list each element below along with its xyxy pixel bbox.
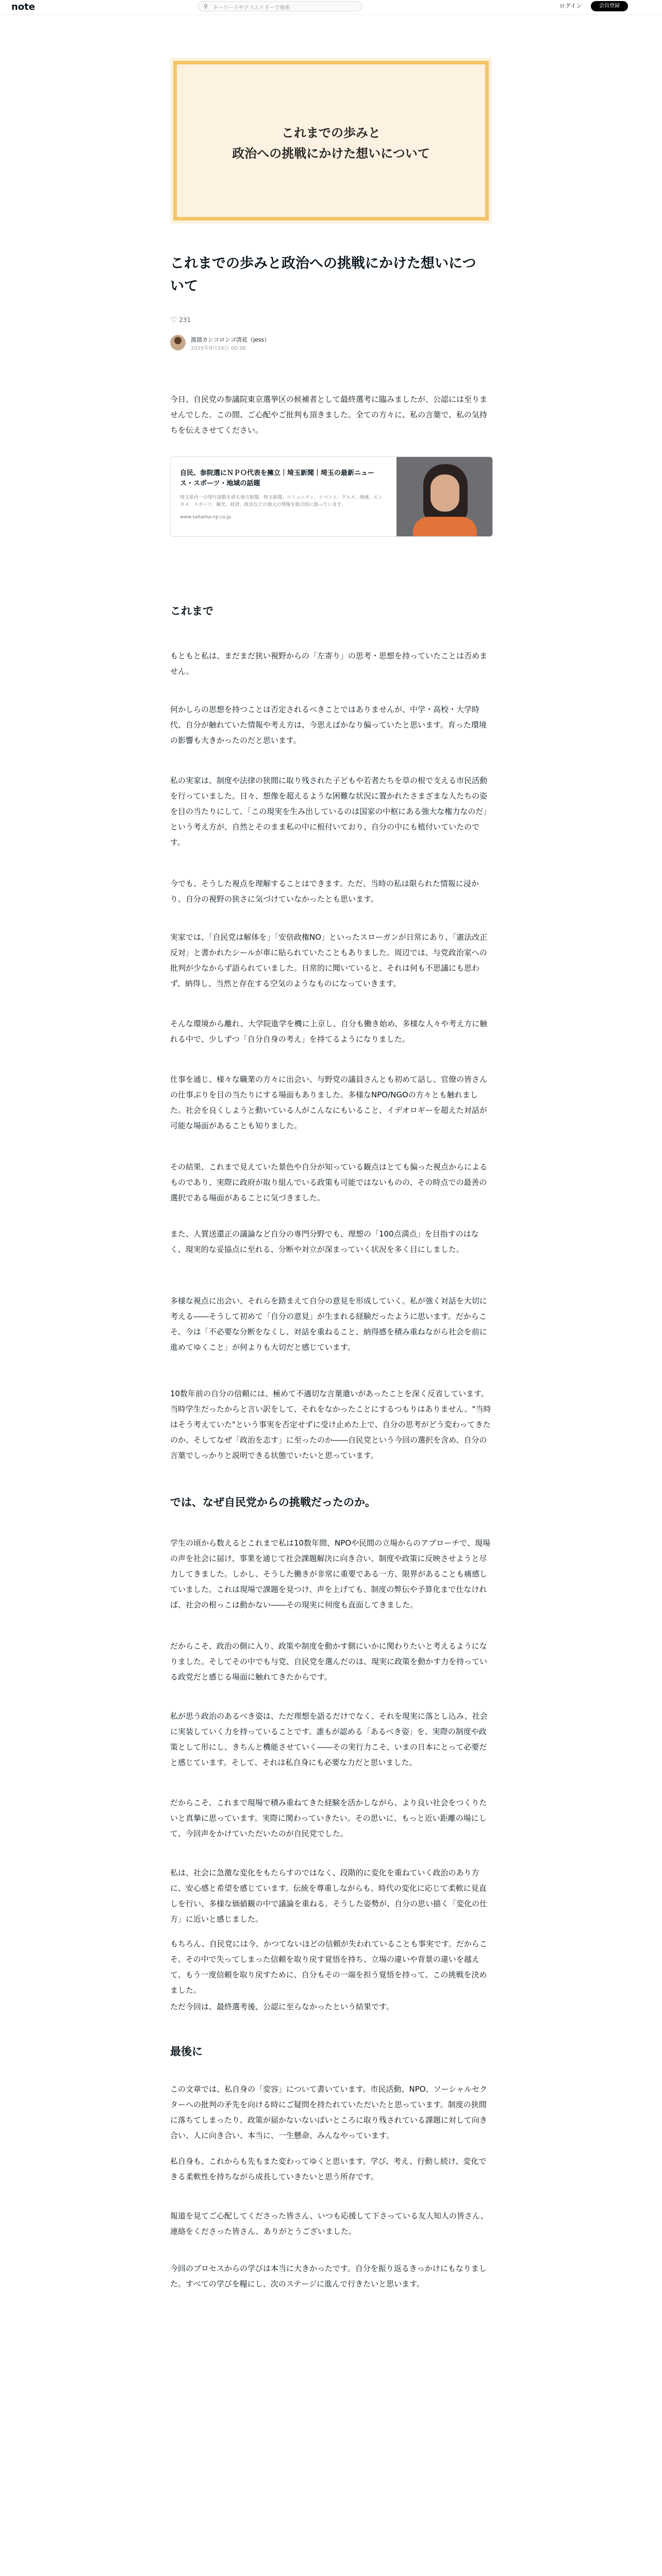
paragraph: もちろん、自民党には今、かつてないほどの信頼が失われていることも事実です。だからこそ、その中で失ってしまった信頼を取り戻す覚悟を持ち、立場の違いや背景の違いを越えて、もう一度信頼を取り戻すために、自分もその一端を担う覚悟を持って、この挑戦を決めました。 xyxy=(170,1939,487,1995)
paragraph: 報道を見てご心配してくださった皆さん、いつも応援して下さっている友人知人の皆さん、連絡をくださった皆さん、ありがとうございました。 xyxy=(170,2211,488,2236)
link-card-description: 埼玉県内一の発行部数を誇る地方新聞、埼玉新聞。コミュニティ、イベント、グルメ、地域、エンタメ、スポーツ、観光、経済、政治などの地元の情報を総合的に扱っています。 xyxy=(180,495,383,507)
section-heading-3: 最後に xyxy=(170,2045,203,2058)
paragraph: ただ今回は、最終選考後、公認に至らなかったという結果です。 xyxy=(170,2002,394,2011)
paragraph: 今回のプロセスからの学びは本当に大きかったです。自分を振り返るきっかけにもなりました。すべての学びを糧にし、次のステージに進んで行きたいと思います。 xyxy=(170,2264,487,2289)
eyecatch-line-1: これまでの歩みと xyxy=(282,126,380,140)
login-link[interactable]: ログイン xyxy=(559,3,582,9)
paragraph: 私自身も、これからも先もまた変わってゆくと思います。学び、考え、行動し続け、変化できる柔軟性を持ちながら成長していきたいと思う所存です。 xyxy=(170,2157,487,2181)
paragraph: だからこそ、政治の側に入り、政策や制度を動かす側にいかに関わりたいと考えるようになりました。そしてその中でも与党、自民党を選んだのは、現実に政策を動かす力を持っている政党だと感じる場面に触れてきたからです。 xyxy=(170,1641,488,1682)
like-count: 231 xyxy=(179,316,191,324)
search-icon: ⚲ xyxy=(204,3,208,10)
link-card-thumbnail xyxy=(396,457,493,537)
paragraph: その結果、これまで見えていた景色や自分が知っている観点はとても偏った視点からによるものであり、実際に政府が取り組んでいる政策も可能ではないものの、その時点での最善の選択である場面があることに気づきました。 xyxy=(170,1162,488,1202)
article-like-count[interactable] xyxy=(170,315,191,325)
post-date: 2025年9月24日 00:38 xyxy=(191,346,246,351)
embedded-link-card[interactable] xyxy=(170,456,493,537)
author-avatar[interactable] xyxy=(170,335,186,350)
paragraph: 私の実家は、制度や法律の狭間に取り残された子どもや若者たちを草の根で支える市民活動を行っていました。日々、想像を超えるような困難な状況に置かれたさまざまな人たちの姿を目の当たりにして、「この現実を生み出しているのは国家の中枢にある強大な権力なのだ」という考え方が、自然とそのまま私の中に根付いており、自分の中にも植付いていたのです。 xyxy=(170,776,491,847)
thumbnail-face xyxy=(431,474,459,512)
paragraph: この文章では、私自身の「変容」について書いています。市民活動、NPO、ソーシャルセクターへの批判の矛先を向ける時にご疑問を持たれていただいたと思っています。制度の狭間に落ちてしまったり、政策が届かないないばいところに取り残されている課題に対して向き合い、人に向き合い、本当に、一生懸命、みんなやっています。 xyxy=(170,2084,487,2140)
search-placeholder: キーワードやクリエイターで検索 xyxy=(213,5,290,11)
thumbnail-body xyxy=(413,517,477,537)
heart-icon: ♡ xyxy=(170,315,177,325)
paragraph: 10数年前の自分の信頼には、極めて不適切な言葉遣いがあったことを深く反省しています。当時学生だったからと言い訳をして、それをなかったことにするつもりはありません。"当時はそう考えていた"という事実を否定せずに受け止めた上で、自分の思考がどう変わってきたのか。そしてなぜ「政治を志す」に至ったのか――自民党という今回の選択を含め、自分の言葉でしっかりと説明できる状態でいたいと思っています。 xyxy=(170,1389,491,1460)
paragraph: 多様な視点に出会い、それらを踏まえて自分の意見を形成していく。私が強く対話を大切に考える――そうして初めて「自分の意見」が生まれる経験だったように思います。だからこそ、今は「不必要な分断をなくし、対話を重ねること、納得感を積み重ねながら社会を前に進めてゆくこと」が何よりも大切だと感じています。 xyxy=(170,1296,487,1352)
eyecatch-text xyxy=(170,123,492,164)
paragraph: 私は、社会に急激な変化をもたらすのではなく、段階的に変化を重ねていく政治のあり方に、安心感と希望を感じています。伝統を尊重しながらも、時代の変化に応じて柔軟に見直しを行い、多様な価値観の中で議論を重ねる。そうした姿勢が、自分の思い描く「変化の仕方」に近いと感じました。 xyxy=(170,1868,488,1924)
eyecatch-line-2: 政治への挑戦にかけた想いについて xyxy=(232,146,430,161)
eyecatch-image xyxy=(170,58,492,224)
paragraph: だからこそ、これまで現場で積み重ねてきた経験を活かしながら、より良い社会をつくりたいと真摯に思っています。実際に関わっていきたい。その思いに、もっと近い距離の場にして、今回声をかけていただいたのが自民党でした。 xyxy=(170,1798,487,1838)
article-title: これまでの歩みと政治への挑戦にかけた想いについて xyxy=(170,256,476,294)
search-input[interactable] xyxy=(198,1,362,11)
author-name[interactable]: 渡部カンコロンゴ清花（jess） xyxy=(191,336,270,343)
intro-paragraph: 今日、自民党の参議院東京選挙区の候補者として最終選考に臨みましたが、公認には至りませんでした。この間、ご心配やご批判も頂きました。全ての方々に、私の言葉で、私の気持ちを伝えさせてください。 xyxy=(170,395,488,435)
note-logo[interactable]: note xyxy=(11,2,35,12)
section-heading-1: これまで xyxy=(170,605,213,617)
paragraph: 私が思う政治のあるべき姿は、ただ理想を語るだけでなく、それを現実に落とし込み、社会に実装していく力を持っていることです。誰もが認める「あるべき姿」を、実際の制度や政策として形にし、きちんと機能させていく――その実行力こそ、いまの日本にとって必要だと感じています。そして、それは私自身にも必要な力だと思いました。 xyxy=(170,1711,488,1767)
paragraph: 何かしらの思想を持つことは否定されるべきことではありませんが、中学・高校・大学時代、自分が触れていた情報や考え方は、今思えばかなり偏っていたと思います。育った環境の影響も大きかったのだと思います。 xyxy=(170,705,487,745)
link-card-url: www.saitama-np.co.jp xyxy=(180,515,231,520)
paragraph: また、人質送還正の議論など自分の専門分野でも、理想の「100点満点」を目指すのはなく、現実的な妥協点に至れる、分断や対立が深まっていく状況を多く目にしました。 xyxy=(170,1229,479,1254)
link-card-title: 自民、参院選にＮＰＯ代表を擁立｜埼玉新聞｜埼玉の最新ニュース・スポーツ・地域の話題 xyxy=(180,469,375,487)
paragraph: そんな環境から離れ、大学院進学を機に上京し、自分も働き始め、多様な人々や考え方に触れる中で、少しずつ「自分自身の考え」を持てるようになりました。 xyxy=(170,1019,488,1044)
paragraph: 実家では、「自民党は解体を」「安倍政権NO」といったスローガンが日常にあり、「憲法改正反対」と書かれたシールが車に貼られていたこともありました。周辺では、与党政治家への批判が少なからず語られていました。日常的に聞いていると、それは何も不思議にも思わず、納得し、当然と存在する空気のようなものになっていきます。 xyxy=(170,933,488,988)
paragraph: もともと私は、まだまだ狭い視野からの「左寄り」の思考・思想を持っていたことは否めません。 xyxy=(170,651,488,676)
paragraph: 今でも、そうした視点を理解することはできます。ただ、当時の私は限られた情報に浸かり、自分の視野の狭さに気づけていなかったとも思います。 xyxy=(170,879,479,904)
section-heading-2: では、なぜ自民党からの挑戦だったのか。 xyxy=(170,1496,376,1509)
paragraph: 学生の頃から数えるとこれまで私は10数年間、NPOや民間の立場からのアプローチで、現場の声を社会に届け、事業を通じて社会課題解決に向き合い、制度や政策に反映させようと尽力してきました。しかし、そうした働きが非常に重要である一方、限界があることも痛感していました。これは現場で課題を見つけ、声を上げても、制度の弊伝や予算化まで仕なければ、社会の根っこは動かない――その現実に何度も直面してきました。 xyxy=(170,1538,490,1609)
global-header xyxy=(0,0,662,15)
paragraph: 仕事を通じ、様々な職業の方々に出会い、与野党の議員さんとも初めて話し、官僚の皆さんの仕事ぶりを目の当たりにする場面もありました。多様なNPO/NGOの方々とも触れました。社会を良くしようと動いている人がこんなにもいること、イデオロギーを超えた対話が可能な場面があることも知りました。 xyxy=(170,1075,488,1130)
signup-button[interactable]: 会員登録 xyxy=(591,1,628,11)
